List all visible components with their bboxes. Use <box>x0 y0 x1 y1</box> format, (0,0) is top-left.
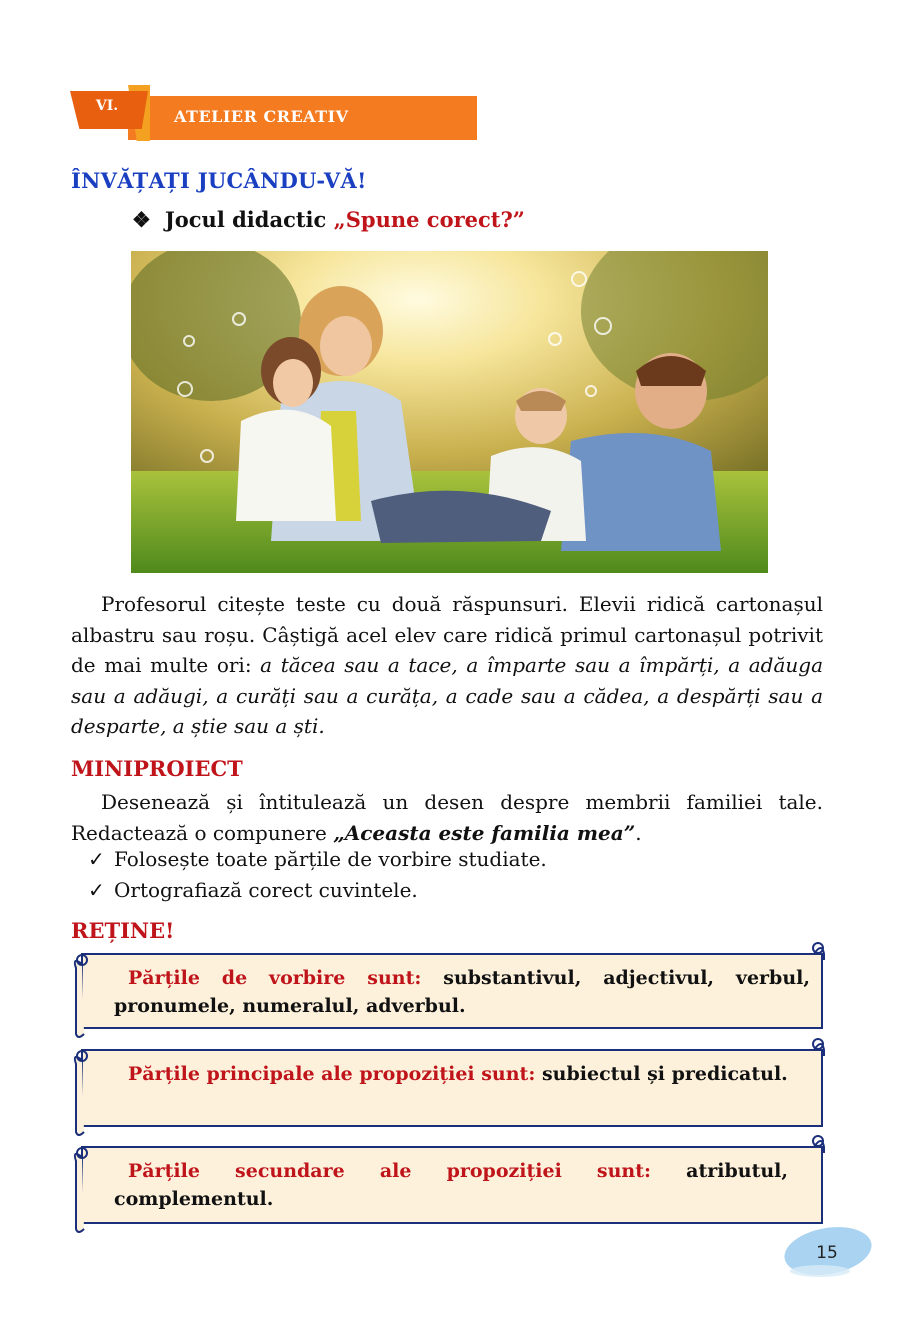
checkmark-icon: ✓ <box>88 847 105 871</box>
rule-label: Părțile de vorbire sunt: <box>128 967 422 989</box>
miniproject-title: „Aceasta este familia mea” <box>333 820 636 845</box>
rule-text <box>114 1157 788 1213</box>
retine-heading: REȚINE! <box>71 918 175 943</box>
rule-scroll-box <box>70 1038 826 1138</box>
game-word-pairs: a tăcea sau a tace, a împarte sau a împărți, a adăuga sau a adăugi, a curăți sau a curăța, a cade sau a cădea, a despărți sau a desparte, a știe sau a ști. <box>71 653 823 738</box>
game-label: Jocul didactic <box>164 207 334 232</box>
checklist-item-text: Ortografiază corect cuvintele. <box>114 878 418 902</box>
page-heading: ÎNVĂȚAȚI JUCÂNDU-VĂ! <box>71 168 367 193</box>
rule-content: subiectul și predicatul. <box>535 1063 788 1085</box>
checklist-item <box>88 878 418 902</box>
checklist-item <box>88 847 547 871</box>
page-number-badge <box>780 1225 874 1281</box>
section-title: ATELIER CREATIV <box>174 107 349 126</box>
diamond-bullet-icon: ❖ <box>132 207 151 232</box>
miniproject-end: . <box>635 820 642 845</box>
miniproject-description <box>71 787 823 848</box>
page-number: 15 <box>816 1243 838 1263</box>
checkmark-icon: ✓ <box>88 878 105 902</box>
rule-label: Părțile secundare ale propoziției sunt: <box>128 1160 652 1182</box>
game-title: „Spune corect?” <box>333 207 525 232</box>
rule-text <box>100 1060 788 1088</box>
family-photo <box>131 251 768 573</box>
rule-content: substantivul, adjectivul, verbul, pronumele, numeralul, adverbul. <box>114 967 810 1017</box>
rule-label: Părțile principale ale propoziției sunt: <box>128 1063 536 1085</box>
rule-scroll-box <box>70 1135 826 1235</box>
section-tab <box>70 85 477 141</box>
rule-scroll-box <box>70 942 826 1038</box>
miniproject-heading: MINIPROIECT <box>71 756 243 781</box>
game-description <box>71 589 823 742</box>
rule-content: atributul, complementul. <box>114 1160 789 1210</box>
section-number: VI. <box>95 98 119 114</box>
miniproject-text: Desenează și întitulează un desen despre membrii familiei tale. Redactează o compunere <box>71 790 823 845</box>
rule-text <box>114 964 810 1020</box>
game-title-line <box>132 207 525 232</box>
checklist-item-text: Folosește toate părțile de vorbire studiate. <box>114 847 547 871</box>
game-description-text: Profesorul citește teste cu două răspunsuri. Elevii ridică cartonașul albastru sau roșu. Câștigă acel elev care ridică primul cartonașul potrivit de mai multe ori: <box>71 592 823 677</box>
